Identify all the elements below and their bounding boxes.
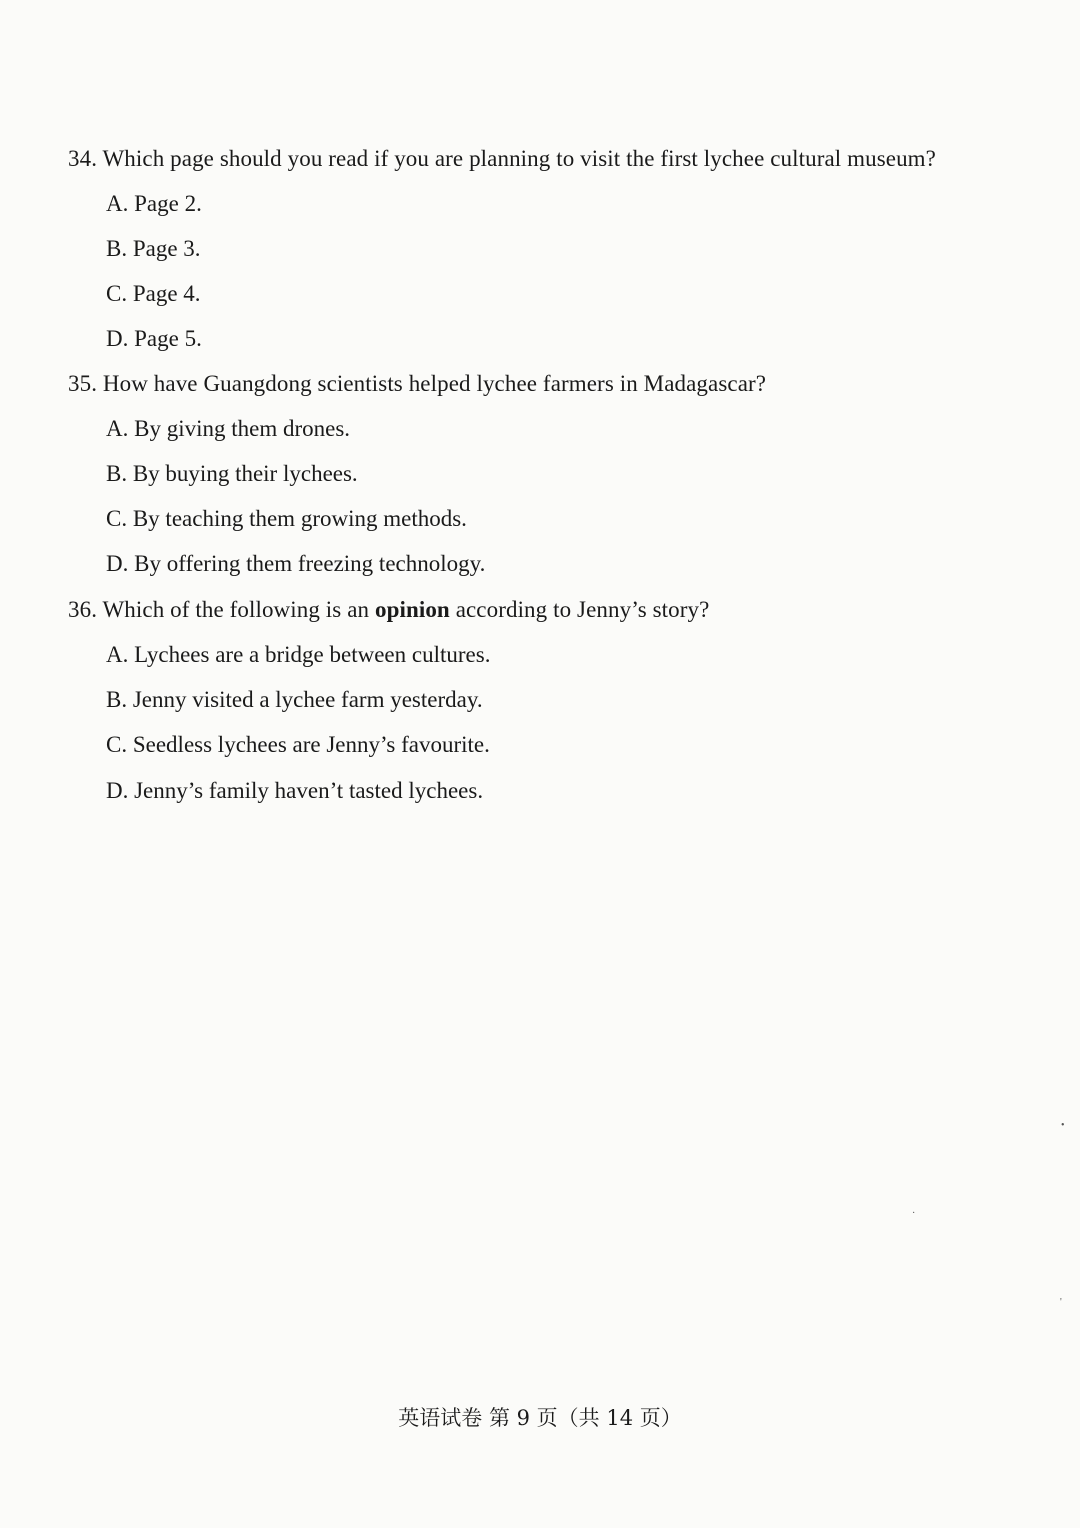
option-35-d: D. By offering them freezing technology. bbox=[106, 551, 486, 576]
option-35-b: B. By buying their lychees. bbox=[106, 461, 358, 486]
scan-speck: • bbox=[1061, 1120, 1065, 1131]
question-stem: Which page should you read if you are planning to visit the first lychee cultural museum? bbox=[102, 146, 936, 171]
question-number: 34. bbox=[68, 146, 98, 171]
question-35 bbox=[68, 369, 766, 399]
option-35-a: A. By giving them drones. bbox=[106, 416, 351, 441]
scan-speck: · bbox=[912, 1208, 916, 1219]
option-34-a: A. Page 2. bbox=[106, 191, 202, 216]
question-number: 36. bbox=[68, 597, 98, 622]
option-35-c: C. By teaching them growing methods. bbox=[106, 506, 467, 531]
page-footer: 英语试卷 第 9 页（共 14 页） bbox=[398, 1406, 682, 1430]
question-stem: How have Guangdong scientists helped lychee farmers in Madagascar? bbox=[102, 371, 767, 396]
question-number: 35. bbox=[68, 371, 98, 396]
option-36-d: D. Jenny’s family haven’t tasted lychees. bbox=[106, 778, 484, 803]
question-stem-after: according to Jenny’s story? bbox=[455, 597, 710, 622]
option-36-b: B. Jenny visited a lychee farm yesterday. bbox=[106, 687, 483, 712]
question-34 bbox=[68, 144, 936, 174]
option-36-c: C. Seedless lychees are Jenny’s favourite. bbox=[106, 732, 490, 757]
option-34-d: D. Page 5. bbox=[106, 326, 202, 351]
option-34-b: B. Page 3. bbox=[106, 236, 201, 261]
scan-speck: ' bbox=[1060, 1297, 1062, 1308]
option-36-a: A. Lychees are a bridge between cultures. bbox=[106, 642, 491, 667]
question-36 bbox=[68, 595, 709, 625]
question-stem-before: Which of the following is an bbox=[102, 597, 370, 622]
question-stem-bold: opinion bbox=[374, 597, 450, 622]
option-34-c: C. Page 4. bbox=[106, 281, 201, 306]
